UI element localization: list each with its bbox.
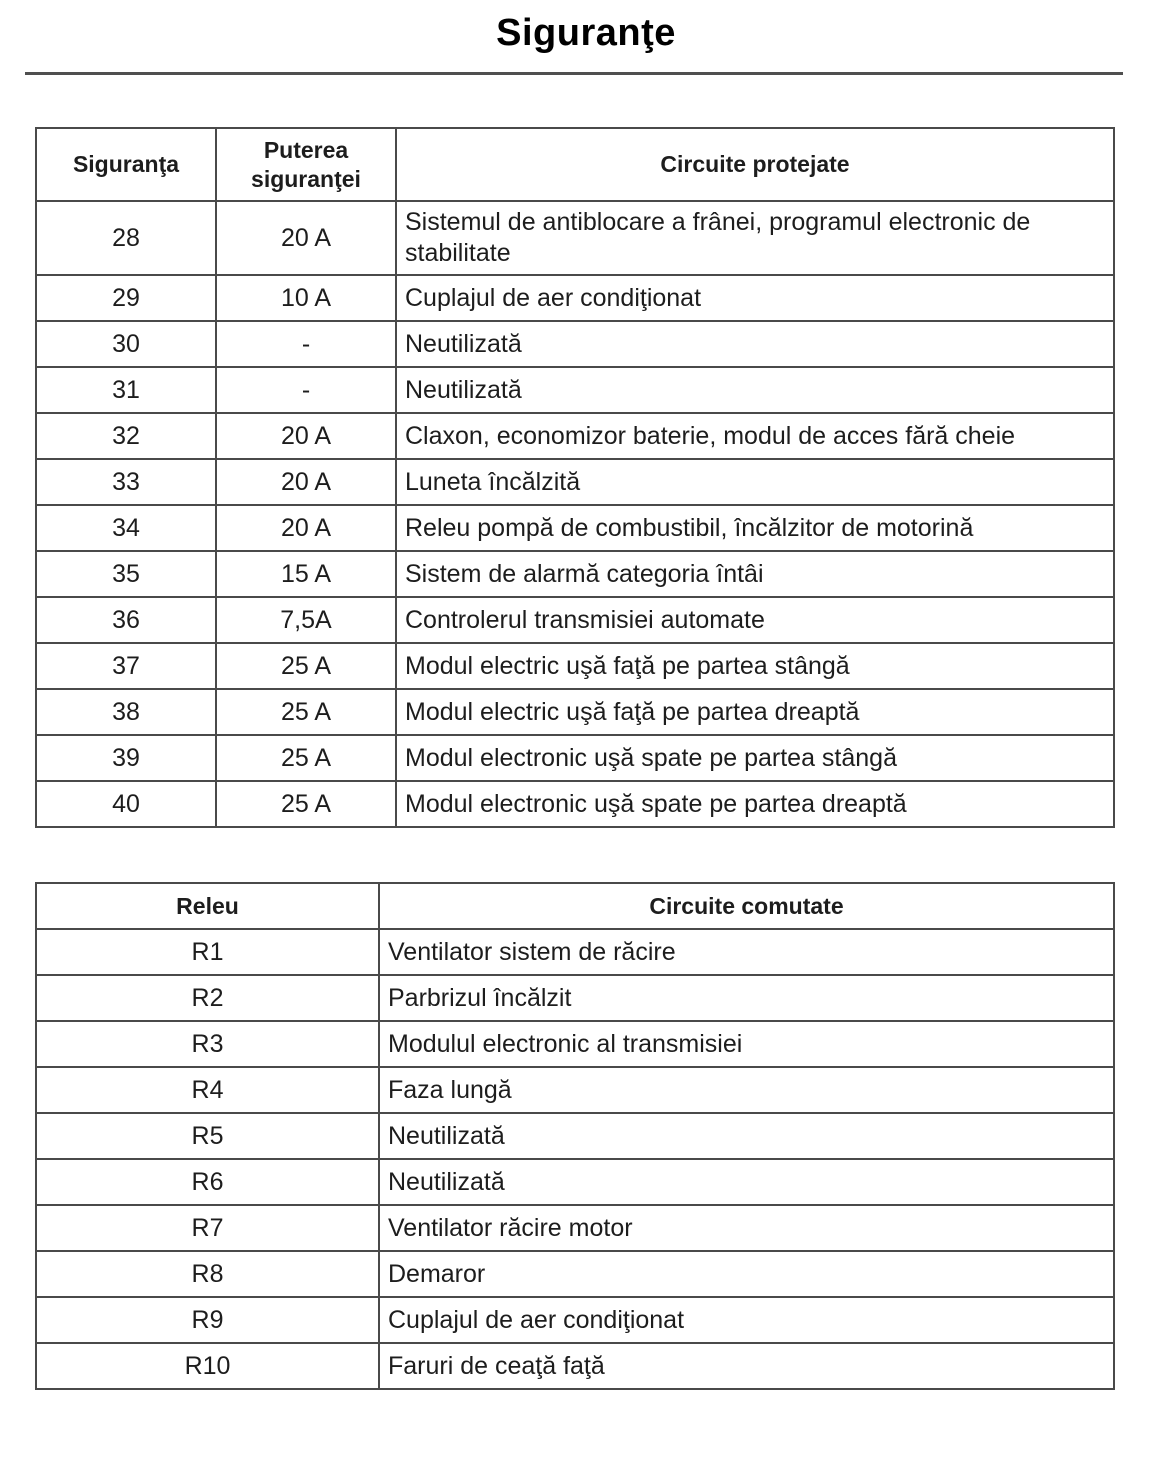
relay-circuits: Modulul electronic al transmisiei	[379, 1021, 1114, 1067]
relay-id: R4	[36, 1067, 379, 1113]
fuse-number: 35	[36, 551, 216, 597]
relay-circuits: Cuplajul de aer condiţionat	[379, 1297, 1114, 1343]
fuse-circuits: Modul electronic uşă spate pe partea dreaptă	[396, 781, 1114, 827]
fuse-table	[35, 127, 1115, 828]
page-title: Siguranţe	[496, 12, 676, 54]
relay-circuits: Parbrizul încălzit	[379, 975, 1114, 1021]
fuse-circuits: Luneta încălzită	[396, 459, 1114, 505]
fuse-circuits: Claxon, economizor baterie, modul de acces fără cheie	[396, 413, 1114, 459]
relay-row	[36, 975, 1114, 1021]
relay-row	[36, 929, 1114, 975]
fuse-number: 30	[36, 321, 216, 367]
fuse-rating: 7,5A	[216, 597, 396, 643]
fuse-number: 34	[36, 505, 216, 551]
fuse-rating: 25 A	[216, 689, 396, 735]
relay-id: R7	[36, 1205, 379, 1251]
fuse-rating: -	[216, 321, 396, 367]
relay-row	[36, 1021, 1114, 1067]
relay-row	[36, 1067, 1114, 1113]
fuse-col-header: Siguranţa	[36, 128, 216, 201]
fuse-circuits: Modul electric uşă faţă pe partea dreaptă	[396, 689, 1114, 735]
fuse-number: 38	[36, 689, 216, 735]
fuse-number: 36	[36, 597, 216, 643]
relay-id: R10	[36, 1343, 379, 1389]
relay-id: R3	[36, 1021, 379, 1067]
relay-col-header: Releu	[36, 883, 379, 929]
fuse-circuits: Sistem de alarmă categoria întâi	[396, 551, 1114, 597]
fuse-rating: 25 A	[216, 643, 396, 689]
rating-col-header: Puterea siguranţei	[216, 128, 396, 201]
relay-circuits: Neutilizată	[379, 1113, 1114, 1159]
fuse-row	[36, 551, 1114, 597]
fuse-row	[36, 505, 1114, 551]
fuse-row	[36, 413, 1114, 459]
fuse-circuits: Neutilizată	[396, 321, 1114, 367]
relay-circuits: Ventilator sistem de răcire	[379, 929, 1114, 975]
fuse-number: 31	[36, 367, 216, 413]
fuse-row	[36, 459, 1114, 505]
relay-id: R8	[36, 1251, 379, 1297]
relay-id: R5	[36, 1113, 379, 1159]
fuse-circuits: Cuplajul de aer condiţionat	[396, 275, 1114, 321]
fuse-number: 28	[36, 201, 216, 275]
fuse-number: 37	[36, 643, 216, 689]
relay-row	[36, 1251, 1114, 1297]
relay-id: R2	[36, 975, 379, 1021]
switched-circuits-col-header: Circuite comutate	[379, 883, 1114, 929]
fuse-circuits: Controlerul transmisiei automate	[396, 597, 1114, 643]
fuse-rating: 15 A	[216, 551, 396, 597]
fuse-rating: 20 A	[216, 201, 396, 275]
relay-row	[36, 1343, 1114, 1389]
fuse-row	[36, 735, 1114, 781]
fuse-rating: 25 A	[216, 781, 396, 827]
fuse-row	[36, 321, 1114, 367]
fuse-rating: 10 A	[216, 275, 396, 321]
fuse-number: 32	[36, 413, 216, 459]
relay-row	[36, 1113, 1114, 1159]
fuse-rating: 20 A	[216, 505, 396, 551]
fuse-row	[36, 689, 1114, 735]
fuse-number: 40	[36, 781, 216, 827]
fuse-rating: 25 A	[216, 735, 396, 781]
relay-circuits: Faruri de ceaţă faţă	[379, 1343, 1114, 1389]
relay-circuits: Neutilizată	[379, 1159, 1114, 1205]
circuits-col-header: Circuite protejate	[396, 128, 1114, 201]
title-divider	[25, 72, 1123, 75]
relay-id: R6	[36, 1159, 379, 1205]
fuse-circuits: Releu pompă de combustibil, încălzitor de motorină	[396, 505, 1114, 551]
relay-id: R9	[36, 1297, 379, 1343]
relay-circuits: Faza lungă	[379, 1067, 1114, 1113]
relay-row	[36, 1205, 1114, 1251]
fuse-row	[36, 275, 1114, 321]
fuse-number: 39	[36, 735, 216, 781]
fuse-row	[36, 367, 1114, 413]
relay-table	[35, 882, 1115, 1390]
fuse-number: 33	[36, 459, 216, 505]
fuse-rating: -	[216, 367, 396, 413]
fuse-rating: 20 A	[216, 459, 396, 505]
relay-row	[36, 1297, 1114, 1343]
fuse-circuits: Sistemul de antiblocare a frânei, programul electronic de stabilitate	[396, 201, 1114, 275]
relay-row	[36, 1159, 1114, 1205]
fuse-circuits: Neutilizată	[396, 367, 1114, 413]
fuse-table-header-row	[36, 128, 1114, 201]
fuse-row	[36, 201, 1114, 275]
fuse-rating: 20 A	[216, 413, 396, 459]
relay-id: R1	[36, 929, 379, 975]
fuse-number: 29	[36, 275, 216, 321]
relay-circuits: Demaror	[379, 1251, 1114, 1297]
fuse-circuits: Modul electronic uşă spate pe partea stângă	[396, 735, 1114, 781]
relay-circuits: Ventilator răcire motor	[379, 1205, 1114, 1251]
fuse-circuits: Modul electric uşă faţă pe partea stângă	[396, 643, 1114, 689]
fuse-row	[36, 643, 1114, 689]
fuse-row	[36, 781, 1114, 827]
fuse-row	[36, 597, 1114, 643]
relay-table-header-row	[36, 883, 1114, 929]
